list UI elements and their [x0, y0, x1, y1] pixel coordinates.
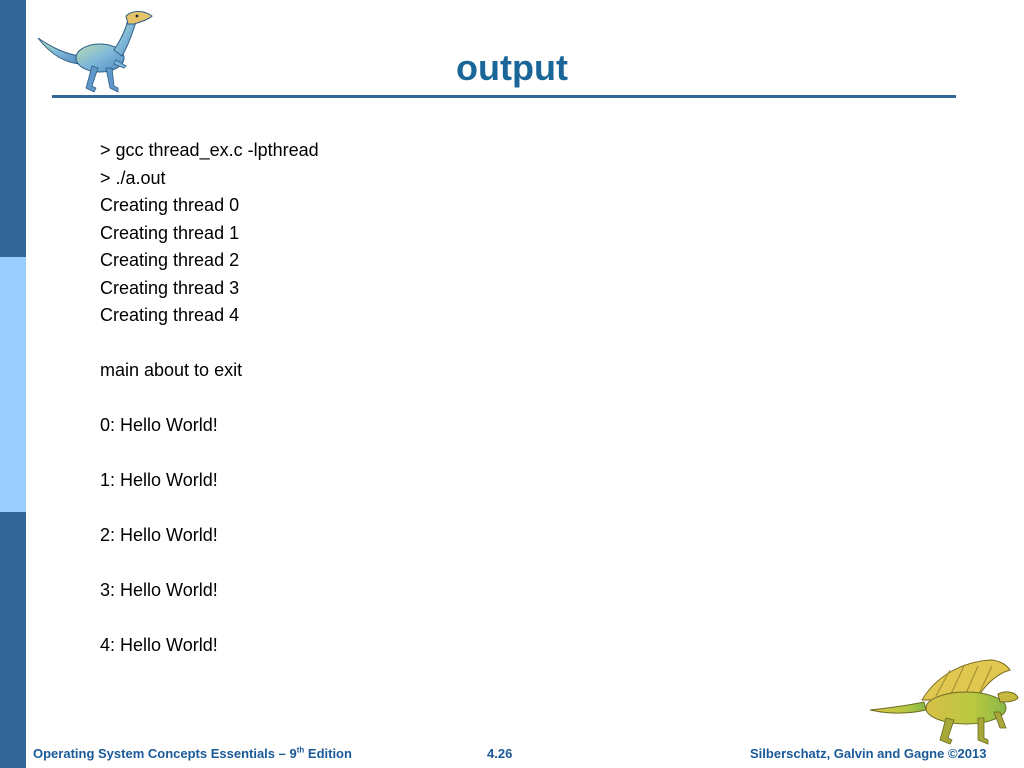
- output-line: 4: Hello World!: [100, 635, 218, 655]
- page-title: output: [456, 47, 568, 88]
- side-bar-top: [0, 0, 26, 257]
- output-line: [100, 440, 319, 468]
- output-line: > ./a.out: [100, 167, 166, 188]
- output-line: main about to exit: [100, 360, 243, 380]
- output-line: Creating thread 4: [100, 305, 240, 325]
- footer-book-prefix: Operating System Concepts Essentials – 9: [33, 746, 297, 761]
- footer-book-title: [33, 745, 352, 763]
- output-line: 1: Hello World!: [100, 470, 218, 490]
- output-line: Creating thread 1: [100, 222, 240, 243]
- output-line: Creating thread 0: [100, 195, 240, 215]
- dinosaur-icon: [866, 656, 1020, 748]
- output-line: > gcc thread_ex.c -lpthread: [100, 140, 319, 160]
- output-line: 3: Hello World!: [100, 580, 218, 600]
- output-line: [100, 550, 319, 578]
- output-line: Creating thread 2: [100, 250, 240, 270]
- title-divider: [52, 95, 956, 98]
- output-line: [100, 330, 319, 358]
- output-line: [100, 385, 319, 413]
- side-bar-bottom: [0, 512, 26, 768]
- output-line: Creating thread 3: [100, 277, 240, 298]
- footer-book-sup: th: [296, 745, 305, 755]
- footer-book-suffix: Edition: [304, 746, 352, 761]
- output-line: 0: Hello World!: [100, 415, 218, 435]
- side-bar-middle: [0, 257, 26, 512]
- output-line: [100, 495, 319, 523]
- footer-authors: Silberschatz, Galvin and Gagne ©2013: [750, 746, 987, 761]
- footer-page-number: 4.26: [487, 746, 513, 761]
- output-line: [100, 605, 319, 633]
- terminal-output: [100, 137, 319, 660]
- output-line: 2: Hello World!: [100, 525, 218, 545]
- dinosaur-icon: [36, 8, 160, 96]
